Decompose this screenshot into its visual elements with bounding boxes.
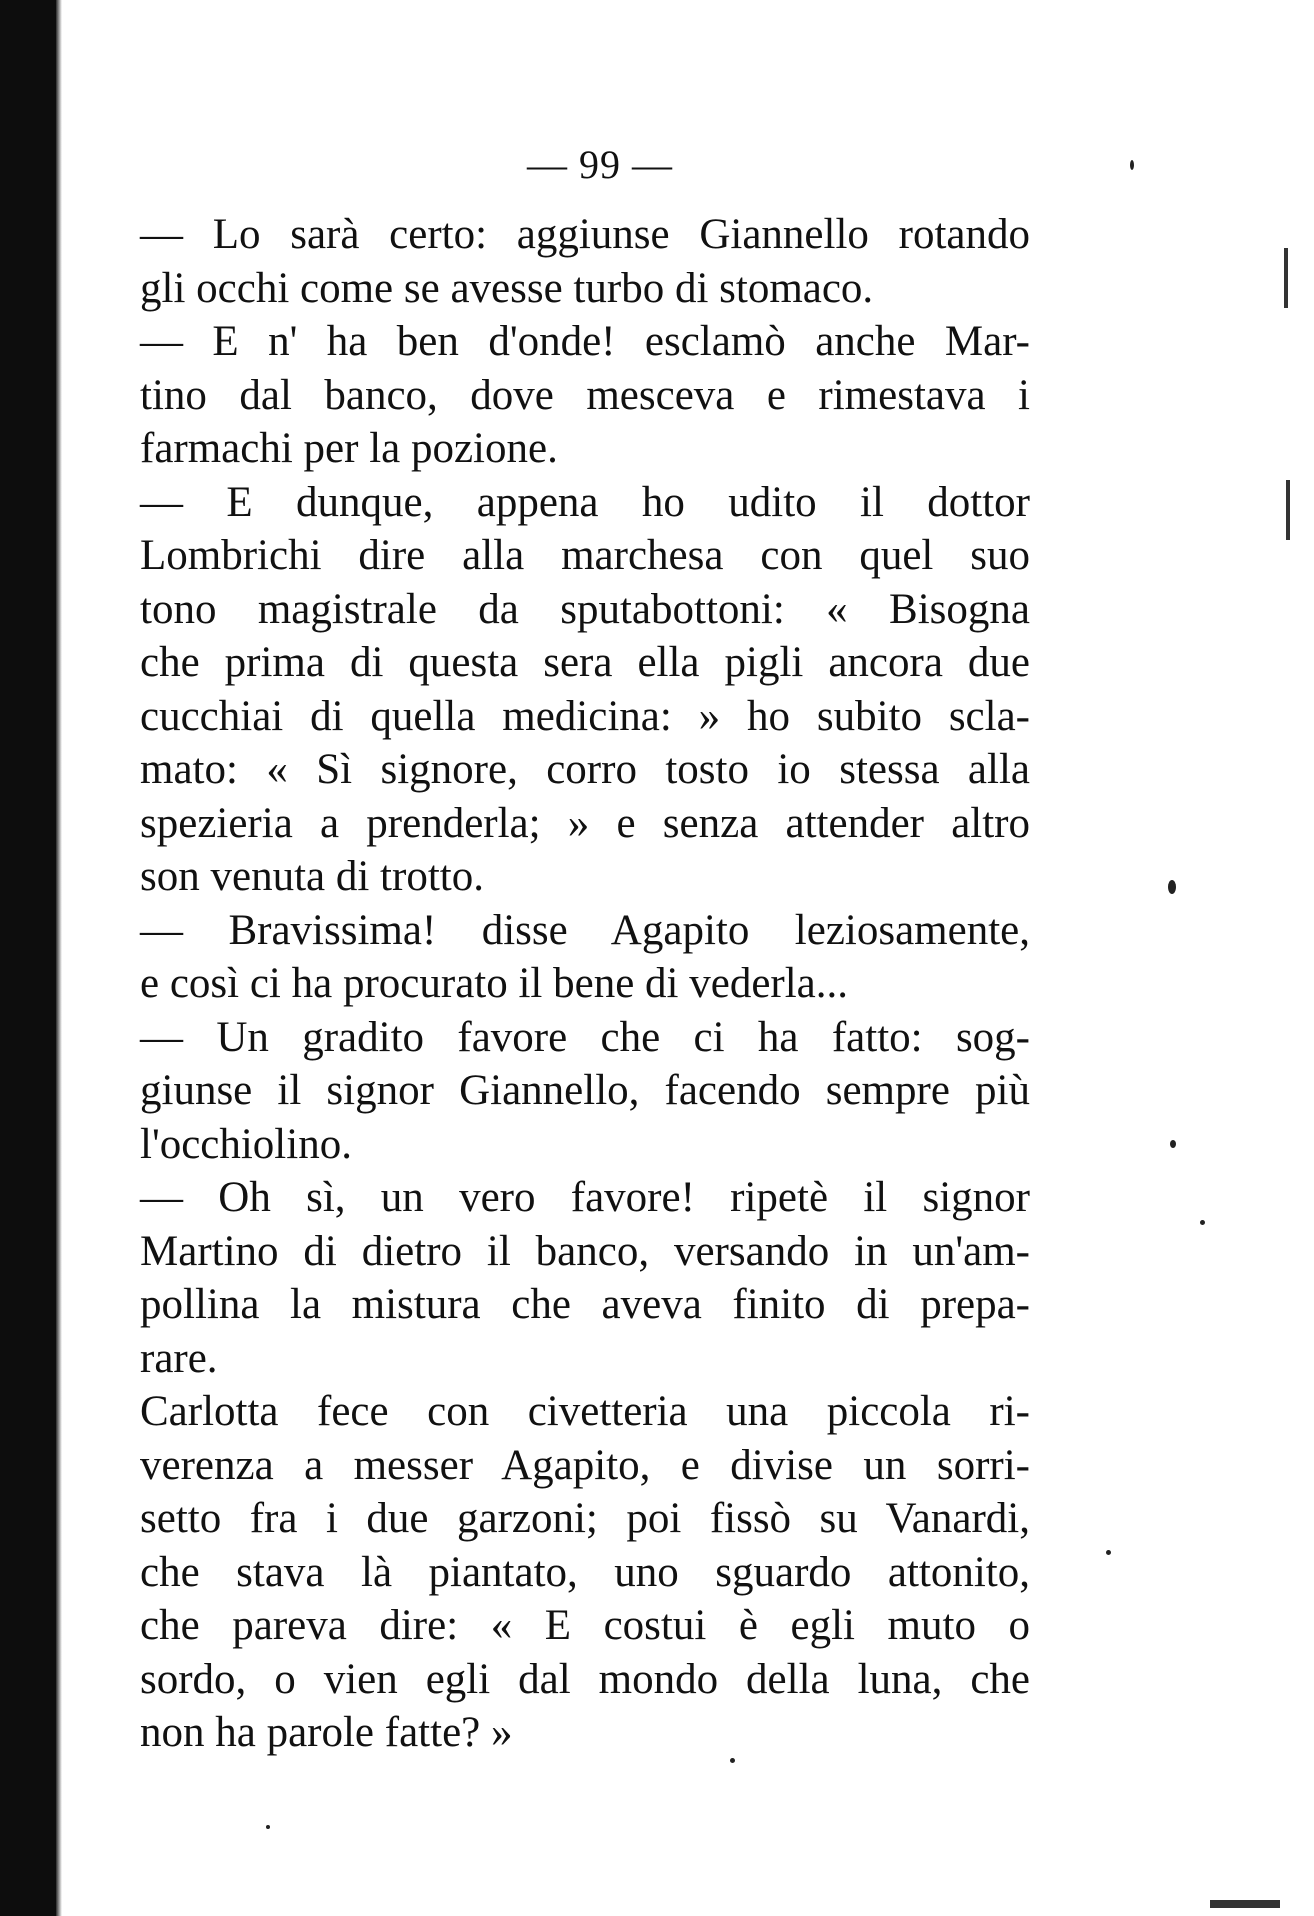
text-line: che pareva dire: « E costui è egli muto o (140, 1602, 1030, 1649)
text-line: che prima di questa sera ella pigli ancora due (140, 639, 1030, 686)
text-line: — Lo sarà certo: aggiunse Giannello rotando (140, 211, 1030, 258)
text-line: — Oh sì, un vero favore! ripetè il signor (140, 1174, 1030, 1221)
scan-margin-mark (1286, 480, 1290, 540)
text-line: Lombrichi dire alla marchesa con quel suo (140, 532, 1030, 579)
text-line: rare. (140, 1334, 218, 1382)
scan-speck (1168, 880, 1176, 894)
text-line: farmachi per la pozione. (140, 425, 558, 472)
text-line: son venuta di trotto. (140, 853, 484, 900)
scan-speck (1106, 1550, 1111, 1555)
scan-speck (1130, 160, 1134, 170)
text-line: gli occhi come se avesse turbo di stomaco. (140, 264, 874, 312)
text-line: — E dunque, appena ho udito il dottor (140, 478, 1030, 526)
text-line: mato: « Sì signore, corro tosto io stessa alla (140, 746, 1030, 793)
scan-speck (1200, 1220, 1205, 1225)
text-line: Martino di dietro il banco, versando in un'am- (140, 1227, 1030, 1275)
scan-speck (1170, 1140, 1176, 1148)
text-line: che stava là piantato, uno sguardo attonito, (140, 1548, 1030, 1596)
text-line: tono magistrale da sputabottoni: « Bisogna (140, 585, 1030, 633)
page-number: — 99 — (527, 142, 673, 187)
text-line: e così ci ha procurato il bene di vederla... (140, 960, 849, 1007)
text-line: cucchiai di quella medicina: » ho subito scla- (140, 692, 1030, 740)
text-line: — Bravissima! disse Agapito leziosamente, (140, 906, 1030, 954)
text-line: setto fra i due garzoni; poi fissò su Vanardi, (140, 1495, 1030, 1542)
body-text (140, 208, 1030, 1760)
text-line: non ha parole fatte? » (140, 1709, 513, 1756)
scan-speck (266, 1825, 270, 1829)
text-line: pollina la mistura che aveva finito di prepa- (140, 1281, 1030, 1328)
text-line: — Un gradito favore che ci ha fatto: sog- (140, 1013, 1030, 1061)
book-spine-shadow (0, 0, 56, 1916)
text-line: — E n' ha ben d'onde! esclamò anche Mar- (140, 318, 1030, 365)
text-line: spezieria a prenderla; » e senza attender altro (140, 799, 1030, 847)
text-line: tino dal banco, dove mesceva e rimestava i (140, 371, 1030, 419)
text-line: l'occhiolino. (140, 1120, 352, 1168)
text-line: sordo, o vien egli dal mondo della luna, che (140, 1655, 1030, 1703)
spine-edge-gradient (56, 0, 62, 1916)
scan-margin-mark (1284, 248, 1288, 308)
scan-speck (730, 1758, 735, 1763)
text-line: verenza a messer Agapito, e divise un sorri- (140, 1441, 1030, 1489)
text-line: Carlotta fece con civetteria una piccola ri- (140, 1388, 1030, 1435)
text-line: giunse il signor Giannello, facendo sempre più (140, 1067, 1030, 1114)
scan-bottom-mark (1210, 1900, 1280, 1908)
